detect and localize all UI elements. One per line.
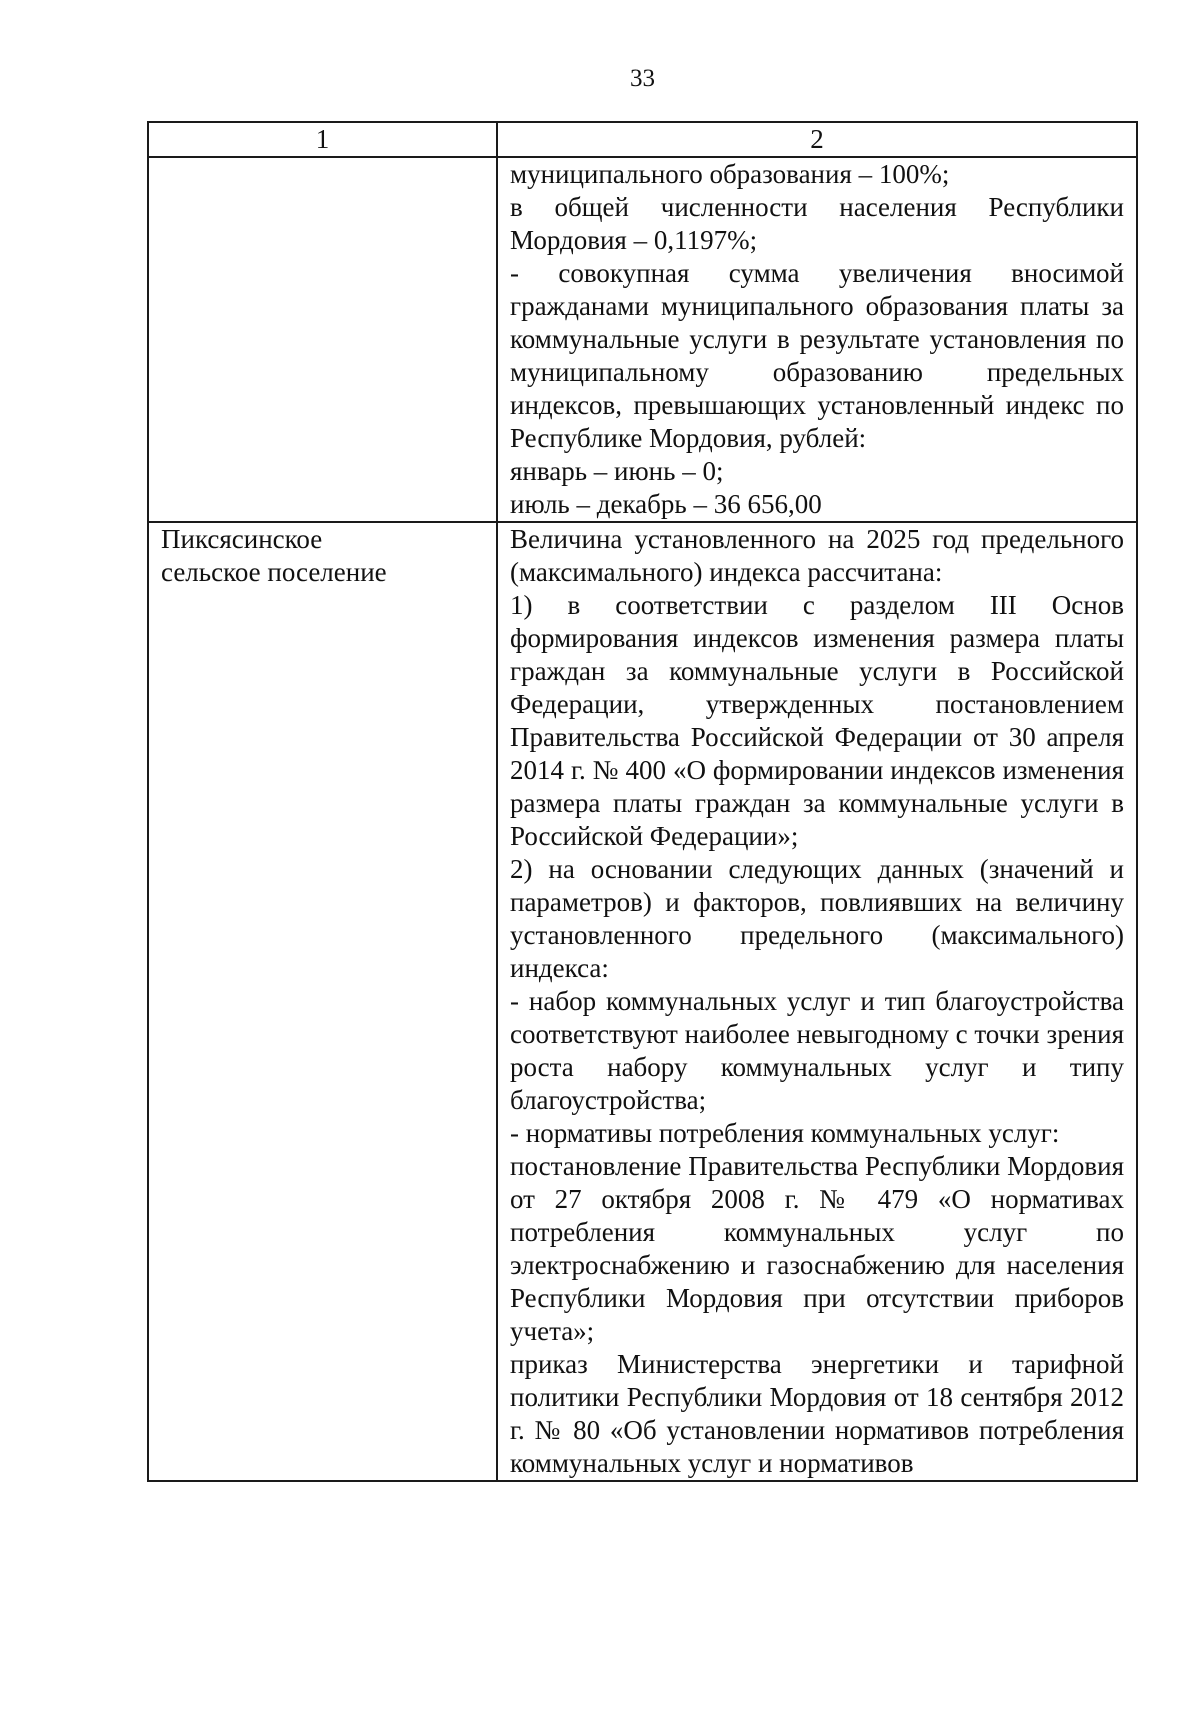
municipality-cell-empty — [148, 157, 497, 522]
column-header-2: 2 — [497, 122, 1137, 157]
document-table — [147, 121, 1138, 1482]
paragraph: 2) на основании следующих данных (значений и параметров) и факторов, повлиявших на величину установленного предельного (максимального) индекса: — [510, 854, 1124, 983]
paragraph: 1) в соответствии с разделом III Основ формирования индексов изменения размера платы граждан за коммунальные услуги в Российской Федерации, утвержденных постановлением Правительства Российской Федерации от 30 апреля 2014 г. № 400 «О формировании индексов изменения размера платы граждан за коммунальные услуги в Российской Федерации»; — [510, 590, 1124, 851]
paragraph: - набор коммунальных услуг и тип благоустройства соответствуют наиболее невыгодному с точки зрения роста набору коммунальных услуг и типу благоустройства; — [510, 986, 1124, 1115]
municipality-cell — [148, 522, 497, 1481]
paragraph: муниципального образования – 100%; — [510, 159, 950, 189]
description-cell — [497, 157, 1137, 522]
table-row — [148, 157, 1137, 522]
municipality-name: Пиксясинское — [161, 524, 323, 554]
paragraph: - нормативы потребления коммунальных услуг: — [510, 1118, 1060, 1148]
page-number: 33 — [630, 65, 655, 92]
paragraph: июль – декабрь – 36 656,00 — [510, 489, 822, 519]
paragraph: постановление Правительства Республики Мордовия от 27 октября 2008 г. № 479 «О нормативах потребления коммунальных услуг по электроснабжению и газоснабжению для населения Республики Мордовия при отсутствии приборов учета»; — [510, 1151, 1124, 1346]
paragraph: январь – июнь – 0; — [510, 456, 724, 486]
paragraph: - совокупная сумма увеличения вносимой гражданами муниципального образования платы за коммунальные услуги в результате установления по муниципальному образованию предельных индексов, превышающих установленный индекс по Республике Мордовия, рублей: — [510, 258, 1124, 453]
table-header-row — [148, 122, 1137, 157]
municipality-type: сельское поселение — [161, 557, 387, 587]
table-header — [148, 122, 1137, 157]
paragraph: Величина установленного на 2025 год предельного (максимального) индекса рассчитана: — [510, 524, 1124, 587]
column-header-1: 1 — [148, 122, 497, 157]
paragraph: приказ Министерства энергетики и тарифной политики Республики Мордовия от 18 сентября 2012 г. № 80 «Об установлении нормативов потребления коммунальных услуг и нормативов — [510, 1349, 1124, 1478]
paragraph: в общей численности населения Республики Мордовия – 0,1197%; — [510, 192, 1124, 255]
description-cell — [497, 522, 1137, 1481]
table-row — [148, 522, 1137, 1481]
